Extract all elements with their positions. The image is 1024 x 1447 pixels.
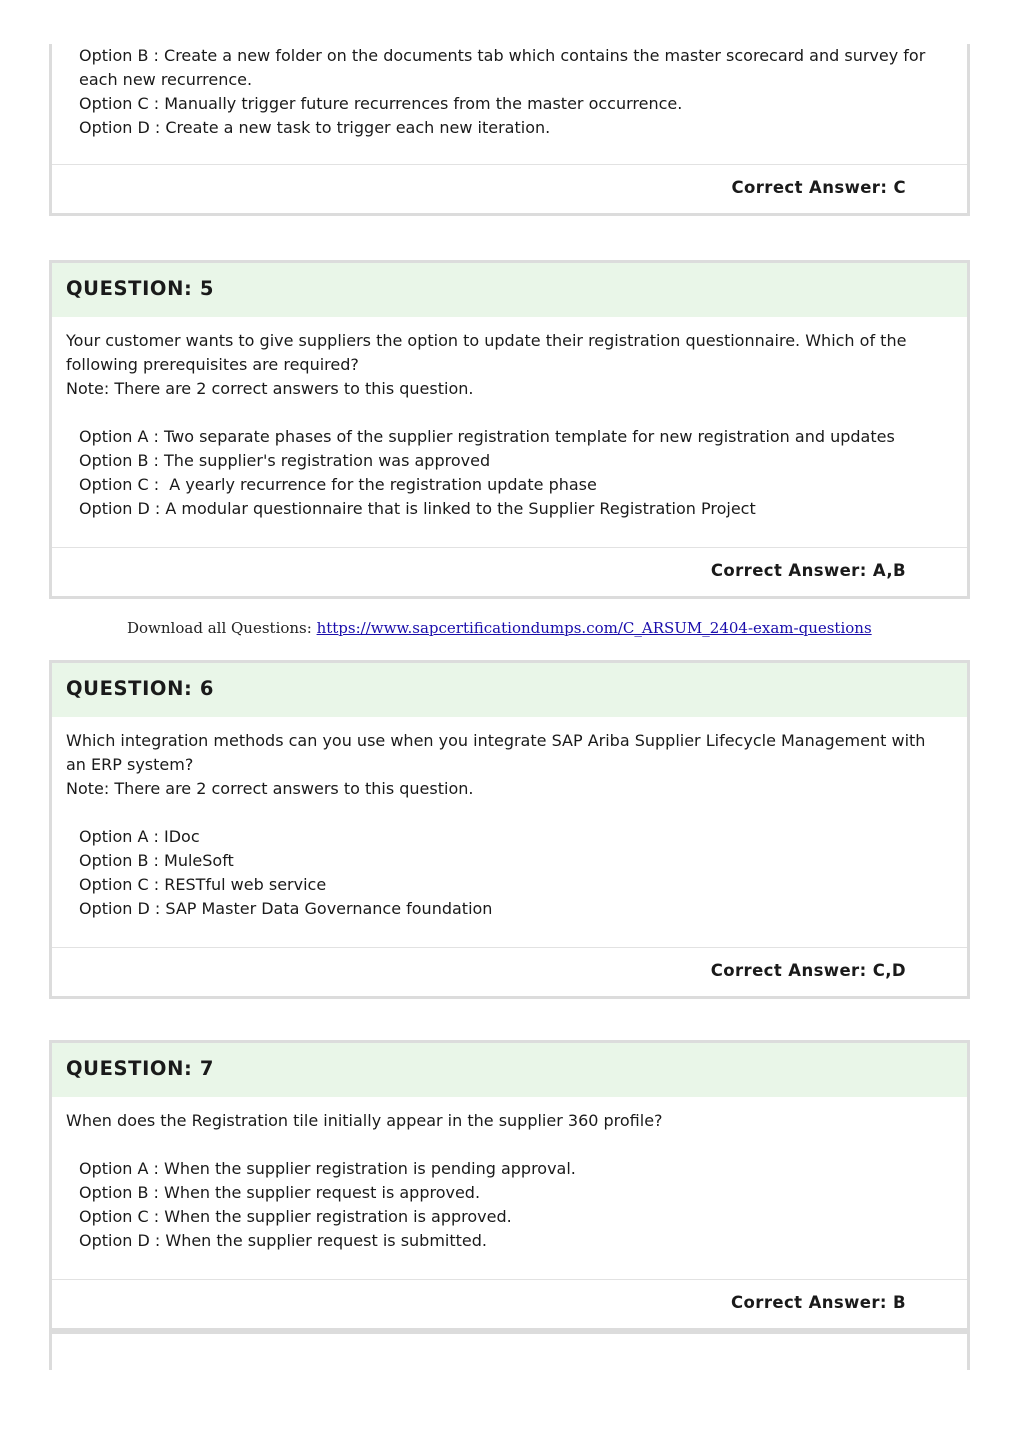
next-question-card xyxy=(49,1328,970,1370)
option-b: Option B : The supplier's registration was approved xyxy=(79,451,491,470)
correct-answer: Correct Answer: C xyxy=(52,164,967,216)
question-card-7 xyxy=(49,1040,970,1331)
question-title: QUESTION: 7 xyxy=(52,1043,967,1097)
download-label: Download all Questions: xyxy=(127,619,317,637)
option-b: Option B : When the supplier request is approved. xyxy=(79,1183,481,1202)
question-line: an ERP system? xyxy=(66,755,194,774)
options-list xyxy=(66,425,953,521)
option-c: Option C : A yearly recurrence for the registration update phase xyxy=(79,475,597,494)
option-d: Option D : A modular questionnaire that is linked to the Supplier Registration Project xyxy=(79,499,756,518)
option-c: Option C : When the supplier registration is approved. xyxy=(79,1207,512,1226)
question-card-4 xyxy=(49,44,970,216)
option-d: Option D : Create a new task to trigger each new iteration. xyxy=(79,118,551,137)
option-a: Option A : IDoc xyxy=(79,827,200,846)
option-a: Option A : When the supplier registration is pending approval. xyxy=(79,1159,576,1178)
question-line: Your customer wants to give suppliers the option to update their registration questionnaire. Which of the xyxy=(66,331,907,350)
download-link[interactable]: https://www.sapcertificationdumps.com/C_ARSUM_2404-exam-questions xyxy=(316,619,872,637)
correct-answer: Correct Answer: B xyxy=(52,1279,967,1331)
question-card-6 xyxy=(49,660,970,999)
correct-answer: Correct Answer: A,B xyxy=(52,547,967,599)
option-d: Option D : When the supplier request is submitted. xyxy=(79,1231,487,1250)
options-list xyxy=(66,1157,953,1253)
question-text xyxy=(66,1109,953,1133)
option-b-continued: each new recurrence. xyxy=(79,70,253,89)
question-card-5 xyxy=(49,260,970,599)
question-line: When does the Registration tile initially appear in the supplier 360 profile? xyxy=(66,1111,663,1130)
option-b: Option B : MuleSoft xyxy=(79,851,234,870)
question-title: QUESTION: 5 xyxy=(52,263,967,317)
question-text xyxy=(66,329,953,401)
question-note: Note: There are 2 correct answers to this question. xyxy=(66,779,474,798)
correct-answer: Correct Answer: C,D xyxy=(52,947,967,999)
options-list xyxy=(66,44,953,140)
option-b: Option B : Create a new folder on the documents tab which contains the master scorecard and survey for xyxy=(79,46,926,65)
option-d: Option D : SAP Master Data Governance foundation xyxy=(79,899,493,918)
download-line xyxy=(127,619,872,637)
question-note: Note: There are 2 correct answers to this question. xyxy=(66,379,474,398)
question-line: Which integration methods can you use when you integrate SAP Ariba Supplier Lifecycle Management with xyxy=(66,731,926,750)
options-list xyxy=(66,825,953,921)
question-text xyxy=(66,729,953,801)
option-a: Option A : Two separate phases of the supplier registration template for new registration and updates xyxy=(79,427,895,446)
question-line: following prerequisites are required? xyxy=(66,355,359,374)
question-title: QUESTION: 6 xyxy=(52,663,967,717)
option-c: Option C : Manually trigger future recurrences from the master occurrence. xyxy=(79,94,683,113)
option-c: Option C : RESTful web service xyxy=(79,875,327,894)
